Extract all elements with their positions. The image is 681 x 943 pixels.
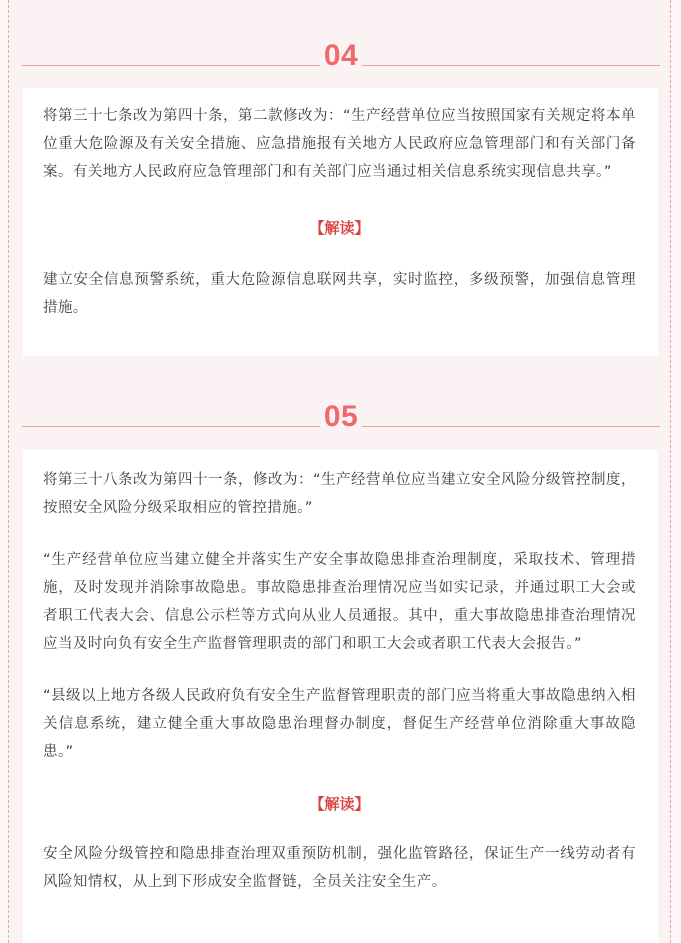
interpretation-label: 【解读】 [309, 219, 370, 237]
section-04-card [23, 88, 658, 356]
interpretation-label: 【解读】 [309, 795, 370, 813]
interpretation-text: 安全风险分级管控和隐患排查治理双重预防机制，强化监管路径，保证生产一线劳动者有风险知情权，从上到下形成安全监督链，全员关注安全生产。 [43, 846, 636, 890]
section-04-header [22, 36, 660, 76]
article-text: “县级以上地方各级人民政府负有安全生产监督管理职责的部门应当将重大事故隐患纳入相关信息系统，建立健全重大事故隐患治理督办制度，督促生产经营单位消除重大事故隐患。” [43, 688, 636, 760]
interpretation-text: 建立安全信息预警系统，重大危险源信息联网共享，实时监控，多级预警，加强信息管理措施。 [43, 272, 636, 316]
article-text: 将第三十七条改为第四十条，第二款修改为：“生产经营单位应当按照国家有关规定将本单位重大危险源及有关安全措施、应急措施报有关地方人民政府应急管理部门和有关部门备案。有关地方人民政府应急管理部门和有关部门应当通过相关信息系统实现信息共享。” [43, 108, 636, 180]
section-05-header [22, 397, 660, 437]
section-05-card [23, 450, 658, 943]
section-number: 04 [320, 38, 362, 74]
section-number: 05 [320, 399, 362, 435]
article-text: “生产经营单位应当建立健全并落实生产安全事故隐患排查治理制度，采取技术、管理措施，及时发现并消除事故隐患。事故隐患排查治理情况应当如实记录，并通过职工大会或者职工代表大会、信息公示栏等方式向从业人员通报。其中，重大事故隐患排查治理情况应当及时向负有安全生产监督管理职责的部门和职工大会或者职工代表大会报告。” [43, 552, 636, 652]
article-text: 将第三十八条改为第四十一条，修改为：“生产经营单位应当建立安全风险分级管控制度，按照安全风险分级采取相应的管控措施。” [43, 472, 636, 516]
